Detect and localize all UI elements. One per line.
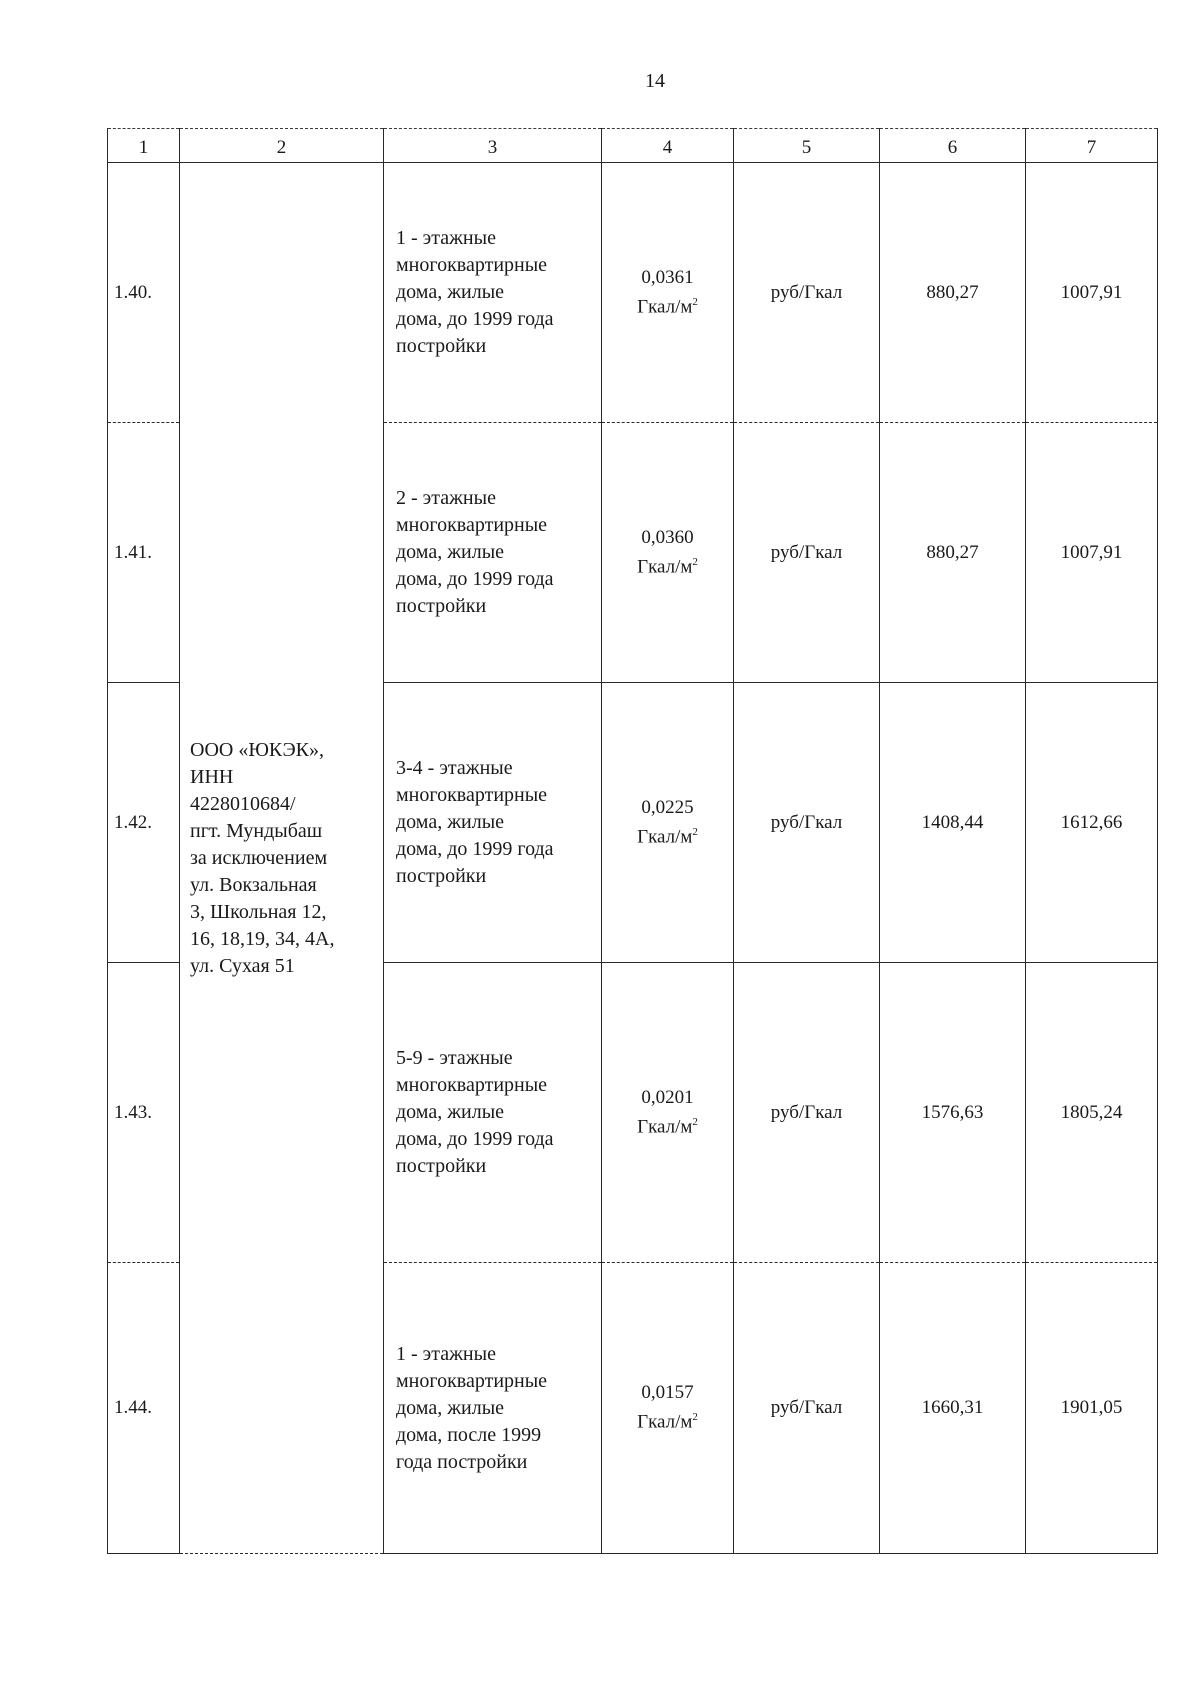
norm-value: 0,0201 (641, 1086, 694, 1108)
consumption-norm (602, 1263, 734, 1554)
column-header-1: 1 (108, 129, 180, 163)
description-line: дома, жилые (396, 1396, 505, 1419)
tariff-value-col7: 1901,05 (1026, 1263, 1158, 1554)
tariff-unit: руб/Гкал (734, 1263, 880, 1554)
tariff-value-col6: 1576,63 (880, 963, 1026, 1263)
description-line: 5-9 - этажные (396, 1047, 513, 1069)
building-description (384, 163, 602, 423)
org-line: за исключением (190, 846, 328, 869)
column-header-5: 5 (734, 129, 880, 163)
consumption-norm (602, 163, 734, 423)
table-header-row (108, 129, 1158, 163)
building-description (384, 683, 602, 963)
description-line: постройки (396, 335, 487, 357)
tariff-value-col7: 1612,66 (1026, 683, 1158, 963)
row-number: 1.42. (108, 683, 180, 963)
tariff-value-col6: 880,27 (880, 163, 1026, 423)
norm-unit-superscript: 2 (692, 555, 698, 568)
building-description (384, 963, 602, 1263)
norm-unit-superscript: 2 (692, 1411, 698, 1424)
norm-unit: Гкал/м (637, 556, 693, 578)
building-description (384, 423, 602, 683)
description-line: дома, до 1999 года (396, 1128, 554, 1150)
description-line: года постройки (396, 1450, 528, 1473)
description-line: дома, жилые (396, 281, 505, 303)
description-line: многоквартирные (396, 784, 548, 806)
tariff-unit: руб/Гкал (734, 423, 880, 683)
row-number: 1.40. (108, 163, 180, 423)
description-line: многоквартирные (396, 514, 548, 536)
norm-unit: Гкал/м (637, 826, 693, 848)
tariff-unit: руб/Гкал (734, 963, 880, 1263)
consumption-norm (602, 423, 734, 683)
description-line: дома, до 1999 года (396, 838, 554, 860)
description-line: 1 - этажные (396, 1342, 496, 1365)
description-line: многоквартирные (396, 1074, 548, 1096)
organization-cell (180, 163, 384, 1554)
description-line: дома, жилые (396, 811, 505, 833)
org-line: ИНН (190, 765, 234, 788)
column-header-2: 2 (180, 129, 384, 163)
building-description (384, 1263, 602, 1554)
description-line: 3-4 - этажные (396, 757, 513, 779)
consumption-norm (602, 683, 734, 963)
row-number: 1.43. (108, 963, 180, 1263)
description-line: дома, после 1999 (396, 1423, 542, 1446)
norm-unit-superscript: 2 (692, 295, 698, 308)
description-line: постройки (396, 865, 487, 887)
table-row (108, 163, 1158, 423)
tariff-value-col6: 1408,44 (880, 683, 1026, 963)
description-line: дома, жилые (396, 541, 505, 563)
column-header-6: 6 (880, 129, 1026, 163)
norm-value: 0,0360 (641, 526, 694, 548)
description-line: постройки (396, 595, 487, 617)
norm-unit: Гкал/м (637, 1116, 693, 1138)
row-number: 1.44. (108, 1263, 180, 1554)
org-line: ул. Сухая 51 (190, 954, 295, 977)
org-line: ул. Вокзальная (190, 873, 317, 896)
description-line: многоквартирные (396, 254, 548, 276)
org-line: пгт. Мундыбаш (190, 819, 323, 842)
column-header-3: 3 (384, 129, 602, 163)
tariff-value-col7: 1007,91 (1026, 423, 1158, 683)
norm-unit-superscript: 2 (692, 825, 698, 838)
page-number: 14 (645, 70, 665, 92)
description-line: дома, до 1999 года (396, 308, 554, 330)
org-line: 3, Школьная 12, (190, 900, 327, 923)
description-line: 2 - этажные (396, 487, 496, 509)
tariff-value-col7: 1805,24 (1026, 963, 1158, 1263)
norm-value: 0,0157 (641, 1382, 694, 1404)
org-line: 16, 18,19, 34, 4А, (190, 927, 335, 950)
norm-unit: Гкал/м (637, 1411, 693, 1433)
tariff-value-col6: 1660,31 (880, 1263, 1026, 1554)
description-line: дома, до 1999 года (396, 568, 554, 590)
norm-unit-superscript: 2 (692, 1115, 698, 1128)
column-header-7: 7 (1026, 129, 1158, 163)
tariff-unit: руб/Гкал (734, 683, 880, 963)
consumption-norm (602, 963, 734, 1263)
row-number: 1.41. (108, 423, 180, 683)
norm-unit: Гкал/м (637, 296, 693, 318)
tariff-value-col6: 880,27 (880, 423, 1026, 683)
norm-value: 0,0225 (641, 796, 694, 818)
description-line: 1 - этажные (396, 227, 496, 249)
column-header-4: 4 (602, 129, 734, 163)
org-line: ООО «ЮКЭК», (190, 738, 325, 761)
description-line: многоквартирные (396, 1369, 548, 1392)
description-line: постройки (396, 1155, 487, 1177)
tariff-table (107, 128, 1158, 1554)
norm-value: 0,0361 (641, 266, 694, 288)
description-line: дома, жилые (396, 1101, 505, 1123)
tariff-unit: руб/Гкал (734, 163, 880, 423)
tariff-value-col7: 1007,91 (1026, 163, 1158, 423)
org-line: 4228010684/ (190, 792, 296, 815)
